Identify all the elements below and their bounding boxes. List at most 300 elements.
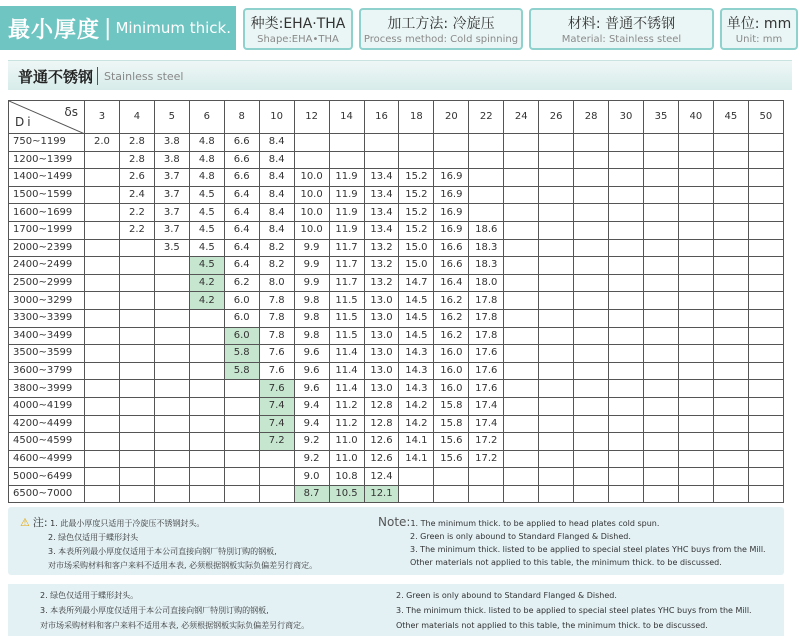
thickness-cell: 11.2 — [329, 397, 364, 415]
thickness-cell — [154, 292, 189, 310]
thickness-cell — [399, 151, 434, 169]
thickness-cell — [609, 257, 644, 275]
thickness-cell — [748, 134, 783, 152]
thickness-cell — [644, 380, 679, 398]
thickness-cell: 4.5 — [189, 239, 224, 257]
table-row — [9, 151, 784, 169]
thickness-cell — [224, 468, 259, 486]
thickness-cell — [748, 309, 783, 327]
note2-en-line: 3. The minimum thick. listed to be applied to special steel plates YHC buys from the Mill. — [396, 606, 752, 615]
thickness-cell — [748, 292, 783, 310]
notes-en-label: Note: — [378, 515, 411, 529]
thickness-cell: 12.1 — [364, 485, 399, 503]
thickness-cell — [748, 151, 783, 169]
thickness-cell — [748, 468, 783, 486]
thickness-cell — [504, 327, 539, 345]
thickness-cell — [434, 151, 469, 169]
thickness-cell: 14.5 — [399, 309, 434, 327]
table-row — [9, 292, 784, 310]
thickness-cell — [189, 397, 224, 415]
thickness-cell — [504, 169, 539, 187]
thickness-cell: 2.8 — [119, 134, 154, 152]
thickness-cell: 16.2 — [434, 292, 469, 310]
thickness-cell — [539, 292, 574, 310]
thickness-cell — [644, 292, 679, 310]
thickness-cell: 9.8 — [294, 292, 329, 310]
thickness-cell: 13.0 — [364, 327, 399, 345]
thickness-cell: 11.4 — [329, 362, 364, 380]
thickness-cell — [644, 221, 679, 239]
thickness-cell: 14.1 — [399, 450, 434, 468]
thickness-cell: 3.5 — [154, 239, 189, 257]
thickness-cell: 7.2 — [259, 433, 294, 451]
thickness-cell — [574, 239, 609, 257]
table-row — [9, 221, 784, 239]
thickness-cell — [85, 169, 120, 187]
notes-en — [378, 516, 766, 569]
section-title-cn: 普通不锈钢 — [18, 68, 94, 86]
thickness-cell: 17.2 — [469, 450, 504, 468]
thickness-cell: 6.4 — [224, 221, 259, 239]
thickness-cell — [678, 134, 713, 152]
thickness-cell: 18.3 — [469, 239, 504, 257]
di-range-cell: 3500~3599 — [9, 345, 85, 363]
di-range-cell: 2400~2499 — [9, 257, 85, 275]
thickness-cell — [713, 169, 748, 187]
thickness-cell — [713, 309, 748, 327]
thickness-cell: 14.2 — [399, 415, 434, 433]
thickness-cell — [154, 450, 189, 468]
thickness-cell: 10.0 — [294, 204, 329, 222]
thickness-cell — [609, 239, 644, 257]
thickness-cell: 14.3 — [399, 380, 434, 398]
thickness-cell — [224, 397, 259, 415]
title-cn: 最小厚度 — [8, 17, 101, 43]
thickness-cell — [713, 485, 748, 503]
thickness-cell: 13.0 — [364, 309, 399, 327]
thickness-cell — [189, 468, 224, 486]
thickness-cell: 9.8 — [294, 309, 329, 327]
thickness-cell — [678, 380, 713, 398]
table-row — [9, 415, 784, 433]
thickness-cell: 9.4 — [294, 397, 329, 415]
column-header: 22 — [469, 101, 504, 134]
thickness-cell — [504, 257, 539, 275]
thickness-cell: 9.8 — [294, 327, 329, 345]
thickness-cell — [609, 468, 644, 486]
thickness-cell — [329, 134, 364, 152]
di-range-cell: 1600~1699 — [9, 204, 85, 222]
thickness-cell — [574, 485, 609, 503]
thickness-cell — [504, 186, 539, 204]
thickness-cell: 14.5 — [399, 327, 434, 345]
thickness-cell — [154, 327, 189, 345]
thickness-cell — [504, 362, 539, 380]
thickness-cell: 6.6 — [224, 151, 259, 169]
thickness-cell: 7.8 — [259, 327, 294, 345]
thickness-cell — [85, 204, 120, 222]
thickness-cell: 14.2 — [399, 397, 434, 415]
thickness-cell — [539, 204, 574, 222]
thickness-cell — [574, 450, 609, 468]
thickness-cell: 9.2 — [294, 450, 329, 468]
thickness-cell: 13.0 — [364, 292, 399, 310]
thickness-cell — [329, 151, 364, 169]
thickness-cell — [119, 433, 154, 451]
thickness-cell — [85, 415, 120, 433]
thickness-cell: 16.2 — [434, 327, 469, 345]
thickness-cell — [539, 309, 574, 327]
thickness-cell: 6.6 — [224, 134, 259, 152]
thickness-cell — [678, 415, 713, 433]
thickness-cell — [574, 309, 609, 327]
thickness-cell — [574, 151, 609, 169]
thickness-cell — [504, 134, 539, 152]
thickness-cell — [678, 468, 713, 486]
thickness-cell: 16.0 — [434, 380, 469, 398]
thickness-cell — [85, 345, 120, 363]
corner-ds-label: δs — [64, 105, 78, 119]
thickness-cell — [504, 415, 539, 433]
thickness-cell — [224, 433, 259, 451]
thickness-cell: 4.5 — [189, 257, 224, 275]
thickness-cell — [609, 274, 644, 292]
notes-cn — [20, 516, 317, 573]
thickness-cell — [678, 186, 713, 204]
thickness-cell: 13.0 — [364, 380, 399, 398]
thickness-cell: 8.4 — [259, 169, 294, 187]
thickness-cell — [154, 415, 189, 433]
thickness-cell: 8.0 — [259, 274, 294, 292]
thickness-cell: 11.9 — [329, 221, 364, 239]
thickness-cell — [644, 134, 679, 152]
thickness-cell: 4.8 — [189, 134, 224, 152]
table-row — [9, 309, 784, 327]
thickness-cell: 6.0 — [224, 309, 259, 327]
thickness-cell: 4.2 — [189, 292, 224, 310]
thickness-cell — [678, 362, 713, 380]
thickness-cell — [574, 221, 609, 239]
thickness-cell — [539, 257, 574, 275]
thickness-cell — [189, 327, 224, 345]
thickness-cell — [154, 468, 189, 486]
thickness-cell: 3.8 — [154, 134, 189, 152]
thickness-cell — [504, 345, 539, 363]
thickness-cell — [85, 362, 120, 380]
thickness-cell: 12.8 — [364, 415, 399, 433]
thickness-cell — [539, 345, 574, 363]
thickness-cell — [539, 186, 574, 204]
thickness-cell — [259, 450, 294, 468]
column-header: 35 — [644, 101, 679, 134]
notes-panel — [8, 507, 784, 575]
thickness-cell — [294, 151, 329, 169]
thickness-cell: 2.0 — [85, 134, 120, 152]
thickness-cell — [713, 204, 748, 222]
thickness-cell — [85, 292, 120, 310]
thickness-cell — [119, 397, 154, 415]
thickness-cell: 14.5 — [399, 292, 434, 310]
thickness-cell — [539, 221, 574, 239]
table-row — [9, 397, 784, 415]
thickness-cell — [644, 274, 679, 292]
thickness-cell: 15.2 — [399, 221, 434, 239]
thickness-cell — [469, 151, 504, 169]
thickness-cell — [574, 380, 609, 398]
thickness-cell — [574, 327, 609, 345]
thickness-cell — [539, 433, 574, 451]
thickness-cell — [85, 450, 120, 468]
thickness-cell — [713, 186, 748, 204]
thickness-cell: 8.4 — [259, 151, 294, 169]
thickness-cell — [713, 468, 748, 486]
thickness-cell: 13.2 — [364, 274, 399, 292]
thickness-cell: 9.9 — [294, 257, 329, 275]
thickness-cell — [678, 292, 713, 310]
corner-cell — [9, 101, 85, 134]
thickness-cell: 12.6 — [364, 450, 399, 468]
thickness-cell: 4.5 — [189, 204, 224, 222]
thickness-cell — [678, 397, 713, 415]
thickness-cell — [504, 450, 539, 468]
thickness-cell: 14.7 — [399, 274, 434, 292]
thickness-cell: 7.8 — [259, 292, 294, 310]
thickness-cell — [644, 485, 679, 503]
thickness-cell — [504, 468, 539, 486]
thickness-cell: 7.6 — [259, 380, 294, 398]
thickness-cell — [678, 485, 713, 503]
thickness-cell: 6.6 — [224, 169, 259, 187]
column-header: 40 — [678, 101, 713, 134]
thickness-cell — [469, 169, 504, 187]
thickness-cell: 11.0 — [329, 450, 364, 468]
note-cn-line: 2. 绿色仅适用于蝶形封头 — [48, 533, 139, 542]
thickness-cell: 17.6 — [469, 362, 504, 380]
unit-box — [720, 8, 798, 50]
thickness-cell — [364, 151, 399, 169]
thickness-cell: 2.2 — [119, 221, 154, 239]
thickness-cell — [713, 221, 748, 239]
note-en-line: Other materials not applied to this table, the minimum thick. to be discussed. — [410, 558, 722, 567]
thickness-cell: 11.0 — [329, 433, 364, 451]
table-row — [9, 327, 784, 345]
thickness-cell: 9.2 — [294, 433, 329, 451]
thickness-cell: 7.8 — [259, 309, 294, 327]
table-row — [9, 433, 784, 451]
note-en-line: 2. Green is only abound to Standard Flanged & Dished. — [410, 532, 631, 541]
thickness-cell — [574, 362, 609, 380]
thickness-cell — [609, 309, 644, 327]
thickness-cell: 12.8 — [364, 397, 399, 415]
thickness-cell: 9.0 — [294, 468, 329, 486]
table-row — [9, 468, 784, 486]
thickness-cell — [748, 169, 783, 187]
thickness-cell — [119, 362, 154, 380]
thickness-cell — [189, 309, 224, 327]
thickness-cell — [678, 221, 713, 239]
thickness-cell — [504, 309, 539, 327]
di-range-cell: 5000~6499 — [9, 468, 85, 486]
thickness-cell — [539, 468, 574, 486]
corner-di-label: Di — [15, 115, 34, 129]
thickness-cell — [574, 415, 609, 433]
thickness-cell: 6.0 — [224, 292, 259, 310]
thickness-cell — [748, 274, 783, 292]
thickness-cell — [748, 257, 783, 275]
thickness-cell — [504, 292, 539, 310]
thickness-cell — [574, 397, 609, 415]
page-title — [0, 6, 236, 50]
thickness-cell — [713, 327, 748, 345]
thickness-cell: 6.0 — [224, 327, 259, 345]
thickness-cell: 13.2 — [364, 239, 399, 257]
thickness-cell — [609, 186, 644, 204]
thickness-cell: 8.4 — [259, 186, 294, 204]
di-range-cell: 1500~1599 — [9, 186, 85, 204]
thickness-cell — [574, 186, 609, 204]
thickness-cell — [713, 362, 748, 380]
title-en: Minimum thick. — [115, 19, 231, 37]
thickness-cell: 2.4 — [119, 186, 154, 204]
thickness-cell — [713, 450, 748, 468]
thickness-cell — [644, 450, 679, 468]
thickness-cell — [574, 134, 609, 152]
thickness-cell — [539, 485, 574, 503]
thickness-cell — [399, 134, 434, 152]
thickness-cell — [748, 450, 783, 468]
column-header: 30 — [609, 101, 644, 134]
thickness-cell — [469, 186, 504, 204]
column-header: 26 — [539, 101, 574, 134]
thickness-cell — [713, 274, 748, 292]
column-header: 18 — [399, 101, 434, 134]
di-range-cell: 2500~2999 — [9, 274, 85, 292]
thickness-cell: 11.9 — [329, 186, 364, 204]
thickness-cell — [609, 362, 644, 380]
thickness-cell: 13.4 — [364, 169, 399, 187]
thickness-cell: 16.0 — [434, 345, 469, 363]
di-range-cell: 3000~3299 — [9, 292, 85, 310]
shape-sublabel: Shape:EHA•THA — [257, 34, 339, 45]
thickness-cell — [189, 345, 224, 363]
header — [0, 0, 800, 55]
column-header: 24 — [504, 101, 539, 134]
column-header: 28 — [574, 101, 609, 134]
table-row — [9, 134, 784, 152]
process-box — [359, 8, 523, 50]
thickness-cell: 7.4 — [259, 415, 294, 433]
thickness-cell: 7.6 — [259, 345, 294, 363]
thickness-cell — [85, 380, 120, 398]
thickness-cell: 4.8 — [189, 151, 224, 169]
thickness-cell — [469, 468, 504, 486]
thickness-cell — [224, 380, 259, 398]
thickness-cell — [539, 397, 574, 415]
thickness-cell: 17.4 — [469, 397, 504, 415]
thickness-cell — [189, 433, 224, 451]
thickness-cell — [85, 397, 120, 415]
thickness-cell: 4.5 — [189, 186, 224, 204]
thickness-cell — [713, 433, 748, 451]
thickness-cell: 11.5 — [329, 327, 364, 345]
thickness-cell: 16.9 — [434, 186, 469, 204]
thickness-cell: 6.4 — [224, 257, 259, 275]
thickness-cell — [748, 485, 783, 503]
thickness-cell: 16.9 — [434, 169, 469, 187]
thickness-cell — [119, 292, 154, 310]
thickness-cell: 4.2 — [189, 274, 224, 292]
thickness-cell — [748, 397, 783, 415]
table-row — [9, 169, 784, 187]
thickness-cell — [574, 257, 609, 275]
section-divider — [97, 67, 98, 85]
thickness-cell — [748, 415, 783, 433]
table-row — [9, 274, 784, 292]
di-range-cell: 3300~3399 — [9, 309, 85, 327]
thickness-cell: 18.3 — [469, 257, 504, 275]
thickness-cell — [154, 362, 189, 380]
thickness-cell — [469, 485, 504, 503]
thickness-cell: 13.2 — [364, 257, 399, 275]
thickness-cell — [748, 362, 783, 380]
header-row — [9, 101, 784, 134]
material-box — [529, 8, 714, 50]
thickness-cell — [539, 134, 574, 152]
thickness-cell: 11.4 — [329, 380, 364, 398]
thickness-cell: 2.8 — [119, 151, 154, 169]
thickness-cell — [609, 433, 644, 451]
thickness-cell — [119, 274, 154, 292]
thickness-cell — [678, 433, 713, 451]
thickness-cell — [678, 239, 713, 257]
thickness-cell — [539, 239, 574, 257]
thickness-cell — [644, 169, 679, 187]
thickness-cell — [85, 221, 120, 239]
thickness-cell — [119, 345, 154, 363]
thickness-cell: 11.5 — [329, 292, 364, 310]
thickness-cell — [644, 186, 679, 204]
thickness-cell: 16.6 — [434, 257, 469, 275]
thickness-cell — [644, 345, 679, 363]
thickness-cell — [678, 169, 713, 187]
note2-cn-line: 3. 本表所列最小厚度仅适用于本公司直接向钢厂特別订购的钢板, — [40, 606, 269, 615]
thickness-cell — [469, 204, 504, 222]
thickness-cell — [154, 485, 189, 503]
thickness-cell — [748, 204, 783, 222]
thickness-cell: 3.7 — [154, 186, 189, 204]
thickness-cell — [748, 221, 783, 239]
thickness-cell — [678, 151, 713, 169]
thickness-cell: 15.6 — [434, 450, 469, 468]
thickness-cell — [85, 186, 120, 204]
column-header: 14 — [329, 101, 364, 134]
thickness-cell: 17.6 — [469, 380, 504, 398]
thickness-cell — [504, 397, 539, 415]
table-row — [9, 345, 784, 363]
di-range-cell: 3600~3799 — [9, 362, 85, 380]
thickness-cell: 12.4 — [364, 468, 399, 486]
thickness-cell — [119, 257, 154, 275]
thickness-cell — [644, 204, 679, 222]
thickness-cell — [609, 169, 644, 187]
thickness-cell — [609, 450, 644, 468]
thickness-cell — [85, 257, 120, 275]
thickness-cell — [609, 415, 644, 433]
material-sublabel: Material: Stainless steel — [561, 34, 682, 45]
thickness-cell: 6.4 — [224, 239, 259, 257]
thickness-cell — [504, 274, 539, 292]
thickness-cell — [119, 415, 154, 433]
